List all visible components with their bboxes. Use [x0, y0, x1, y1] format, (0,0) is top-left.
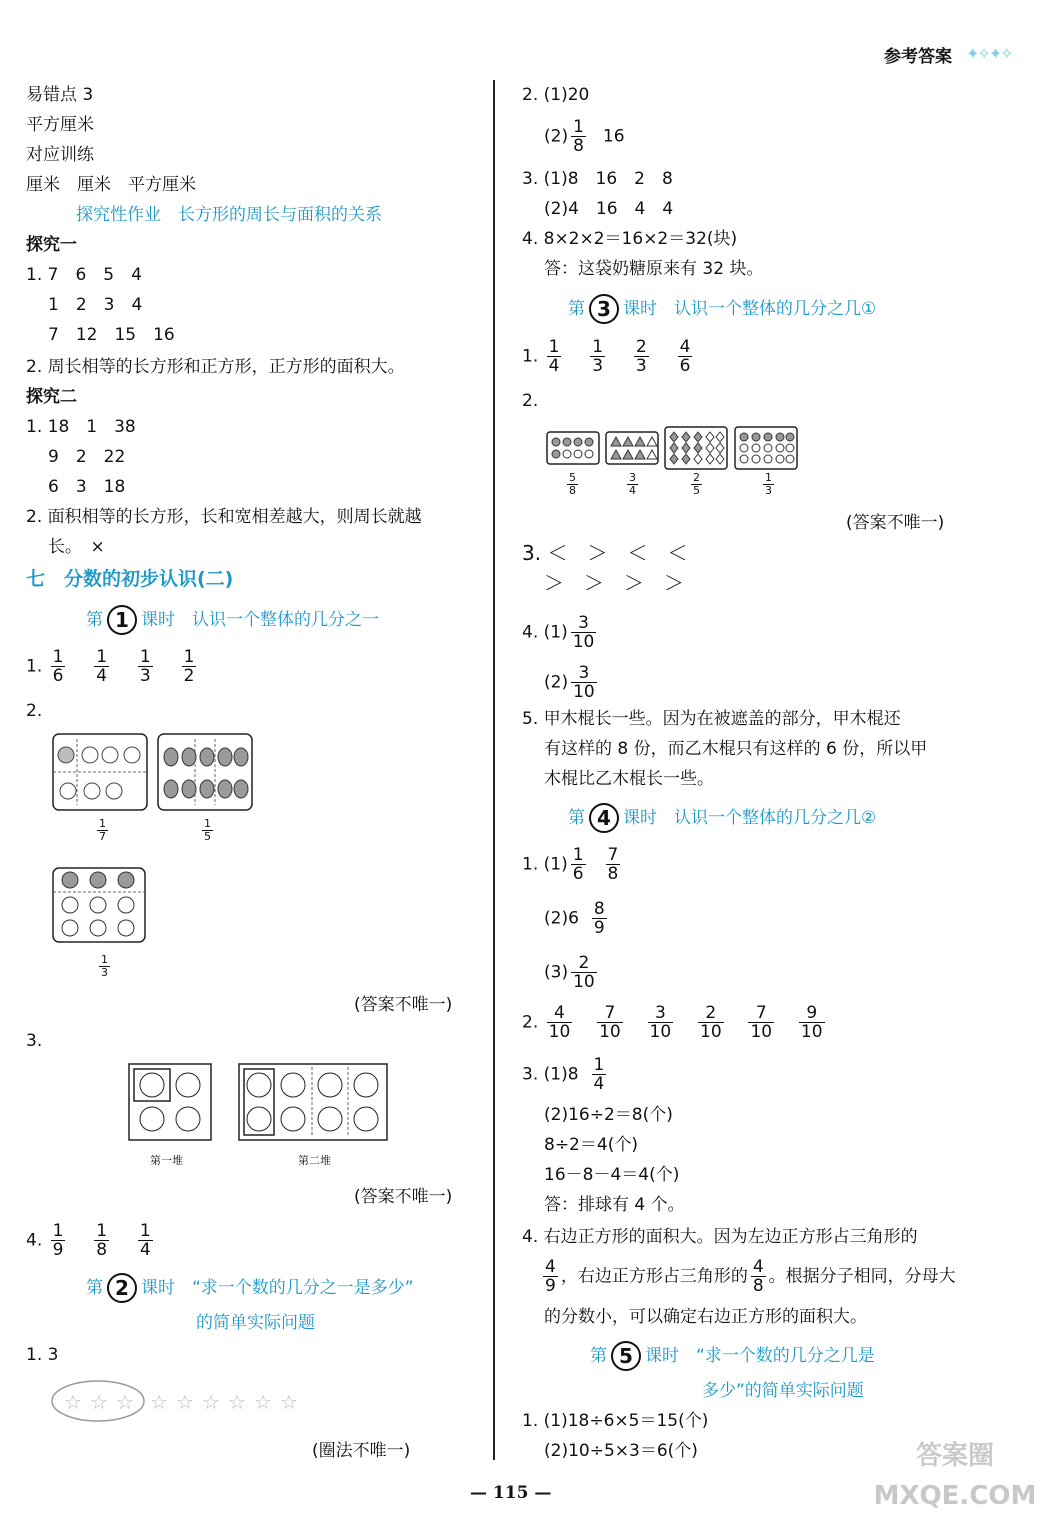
text-line: 2. 周长相等的长方形和正方形，正方形的面积大。 [26, 357, 405, 377]
fraction [648, 1004, 674, 1041]
numerator: 7 [597, 1004, 623, 1023]
numerator: 1 [99, 817, 106, 830]
text-line: 易错点 3 [26, 85, 94, 105]
numerator: 1 [204, 817, 211, 830]
denominator: 10 [599, 1022, 621, 1042]
figure-caption-fraction [202, 818, 213, 843]
numerator: 4 [545, 1257, 556, 1277]
numerator: 2 [635, 337, 647, 357]
figure-caption-fraction [97, 818, 108, 843]
fruit-grid-figure-1 [52, 733, 148, 811]
numerator: 3 [571, 664, 597, 683]
denominator: 4 [548, 356, 560, 376]
text-line: 木棍比乙木棍长一些。 [544, 769, 714, 789]
figure-caption-fraction [763, 472, 774, 497]
question-label: 2. [26, 701, 43, 721]
text-line: 长。 × [48, 537, 105, 557]
fraction [592, 900, 607, 937]
watermark: 答案圈 MXQE.COM [873, 1441, 1037, 1511]
text-line: 1. 18 1 38 [26, 417, 136, 437]
fraction [571, 614, 597, 651]
text-line: 的分数小，可以确定右边正方形的面积大。 [544, 1307, 867, 1327]
question-line [540, 1258, 956, 1295]
triangle-grid-figure [605, 431, 659, 465]
lesson-pre: 第 [568, 808, 585, 828]
text-line: 有这样的 8 份，而乙木棍只有这样的 6 份，所以甲 [544, 739, 928, 759]
header-decoration-icon: ✦✧✦✧ [966, 44, 1012, 63]
denominator: 4 [96, 666, 108, 686]
ring-grid-figure [734, 426, 798, 470]
figure-caption: 第二堆 [298, 1154, 331, 1167]
lesson-number-badge: 5 [611, 1341, 641, 1371]
star-circle-figure [50, 1378, 320, 1424]
numerator: 4 [752, 1257, 764, 1277]
denominator: 10 [649, 1022, 672, 1042]
apple-group-2-figure [238, 1063, 388, 1141]
text-line: 6 3 18 [48, 477, 126, 497]
numerator: 2 [571, 954, 597, 973]
numerator: 1 [52, 1221, 64, 1241]
svg-text:☆: ☆ [176, 1390, 194, 1414]
numerator: 1 [765, 471, 772, 484]
subheading: 探究二 [26, 387, 77, 407]
numerator: 3 [648, 1004, 674, 1023]
question-line [544, 900, 610, 937]
denominator: 6 [572, 864, 584, 884]
numerator: 1 [96, 1221, 108, 1241]
fraction [543, 1258, 558, 1295]
question-label: 2. [522, 1012, 539, 1033]
fraction [547, 1004, 573, 1041]
lesson-post: 课时 “求一个数的几分之一是多少” [141, 1278, 414, 1298]
column-divider [493, 80, 495, 1460]
text-line: ＞ ＞ ＞ ＞ [544, 571, 684, 595]
text-line: (2)10÷5×3＝6(个) [544, 1441, 698, 1461]
basketball-grid-figure [52, 867, 146, 943]
svg-text:☆: ☆ [280, 1390, 298, 1414]
fraction [634, 338, 649, 375]
denominator: 10 [548, 1022, 571, 1042]
numerator: 1 [183, 647, 195, 667]
denominator: 8 [573, 136, 584, 156]
fraction [571, 118, 586, 155]
numerator: 7 [607, 845, 619, 865]
fraction [94, 648, 109, 685]
text-line: 1. 3 [26, 1345, 59, 1365]
text-line: 7 12 15 16 [48, 325, 175, 345]
numerator: 4 [547, 1004, 573, 1023]
text-line: 4. 右边正方形的面积大。因为左边正方形占三角形的 [522, 1227, 918, 1247]
value: 16 [602, 126, 625, 147]
denominator: 9 [52, 1240, 64, 1260]
text-line: 5. 甲木棍长一些。因为在被遮盖的部分，甲木棍还 [522, 709, 901, 729]
numerator: 2 [698, 1004, 724, 1023]
question-label: 3. [26, 1031, 43, 1051]
denominator: 9 [593, 918, 605, 938]
fraction [748, 1004, 774, 1041]
denominator: 8 [96, 1240, 108, 1260]
page-number: — 115 — [470, 1483, 552, 1503]
chapter-title: 七 分数的初步认识(二) [26, 568, 234, 590]
note: (答案不唯一) [846, 513, 945, 533]
apple-group-1-figure [128, 1063, 212, 1141]
denominator: 8 [752, 1276, 764, 1296]
text-line: 答：这袋奶糖原来有 32 块。 [544, 259, 764, 279]
denominator: 10 [800, 1022, 823, 1042]
question-line [522, 614, 599, 651]
denominator: 2 [183, 666, 195, 686]
svg-text:☆: ☆ [150, 1390, 168, 1414]
denominator: 10 [700, 1022, 722, 1042]
svg-text:☆: ☆ [90, 1390, 108, 1414]
fraction [138, 648, 153, 685]
lesson-post: 课时 认识一个整体的几分之几① [623, 299, 877, 319]
denominator: 3 [765, 484, 772, 497]
fraction [571, 846, 586, 883]
lesson-post: 课时 认识一个整体的几分之一 [141, 610, 379, 630]
question-line [522, 846, 623, 883]
prefix: (3) [544, 962, 569, 983]
question-4 [26, 1222, 156, 1259]
denominator: 10 [573, 682, 595, 702]
fraction [590, 338, 605, 375]
fraction [698, 1004, 724, 1041]
fraction [138, 1222, 153, 1259]
fraction [571, 954, 597, 991]
fraction [51, 1222, 66, 1259]
text-line: 对应训练 [26, 145, 94, 165]
numerator: 9 [799, 1004, 825, 1023]
lesson-2-title [86, 1273, 414, 1303]
text-segment: 。根据分子相同，分母大 [768, 1266, 956, 1287]
prefix: (2)6 [544, 908, 579, 929]
text-line: 9 2 22 [48, 447, 126, 467]
text-line: 厘米 厘米 平方厘米 [26, 175, 196, 195]
prefix: 3. (1)8 [522, 1064, 579, 1085]
lesson-number-badge: 2 [107, 1273, 137, 1303]
numerator: 8 [593, 899, 605, 919]
lesson-pre: 第 [590, 1346, 607, 1366]
numerator: 1 [548, 337, 560, 357]
lesson-3-title [568, 294, 876, 324]
fraction [678, 338, 693, 375]
fraction [51, 648, 66, 685]
text-segment: ，右边正方形占三角形的 [560, 1266, 748, 1287]
subheading: 探究一 [26, 235, 77, 255]
lesson-1-title [86, 605, 379, 635]
lesson-post: 课时 认识一个整体的几分之几② [623, 808, 877, 828]
numerator: 1 [573, 117, 584, 137]
section-title: 探究性作业 长方形的周长与面积的关系 [76, 205, 382, 225]
prefix: 1. (1) [522, 854, 568, 875]
denominator: 10 [572, 632, 595, 652]
lesson-post: 课时 “求一个数的几分之几是 [645, 1346, 875, 1366]
numerator: 7 [748, 1004, 774, 1023]
numerator: 1 [52, 647, 64, 667]
question-label: 2. [522, 391, 539, 411]
note: (答案不唯一) [354, 995, 453, 1015]
question-line [544, 954, 600, 991]
numerator: 4 [679, 337, 691, 357]
prefix: (2) [544, 126, 569, 147]
fraction [94, 1222, 109, 1259]
lesson-2-subtitle: 的简单实际问题 [196, 1313, 315, 1333]
text-line: 8÷2＝4(个) [544, 1135, 638, 1155]
lesson-pre: 第 [568, 299, 585, 319]
figure-caption-fraction [627, 472, 638, 497]
lesson-number-badge: 1 [107, 605, 137, 635]
question-label: 4. [26, 1230, 43, 1251]
prefix: (2) [544, 672, 569, 693]
text-line: (2)4 16 4 4 [544, 199, 674, 219]
denominator: 9 [545, 1276, 556, 1296]
question-label: 1. [26, 656, 43, 677]
svg-text:☆: ☆ [254, 1390, 272, 1414]
question-line [522, 1056, 609, 1093]
circle-grid-figure [546, 431, 600, 465]
fraction [571, 664, 597, 701]
fraction [547, 338, 562, 375]
numerator: 1 [101, 953, 108, 966]
numerator: 1 [593, 1055, 605, 1075]
denominator: 6 [679, 356, 691, 376]
note: (圈法不唯一) [312, 1441, 411, 1461]
text-line: 1. 7 6 5 4 [26, 265, 142, 285]
denominator: 4 [593, 1074, 605, 1094]
lesson-number-badge: 4 [589, 803, 619, 833]
text-line: 答：排球有 4 个。 [544, 1195, 685, 1215]
numerator: 1 [139, 1221, 151, 1241]
text-line: 平方厘米 [26, 115, 94, 135]
text-line: 3. ＜ ＞ ＜ ＜ [522, 541, 688, 565]
denominator: 3 [592, 356, 604, 376]
denominator: 3 [139, 666, 151, 686]
denominator: 3 [635, 356, 647, 376]
question-label: 1. [522, 346, 539, 367]
question-line [544, 118, 625, 155]
numerator: 1 [572, 845, 584, 865]
denominator: 5 [693, 484, 700, 497]
denominator: 6 [52, 666, 64, 686]
text-line: 1. (1)18÷6×5＝15(个) [522, 1411, 709, 1431]
fraction [799, 1004, 825, 1041]
question-2 [522, 1004, 828, 1041]
numerator: 2 [693, 471, 700, 484]
text-line: 3. (1)8 16 2 8 [522, 169, 673, 189]
denominator: 10 [750, 1022, 773, 1042]
figure-caption-fraction [691, 472, 702, 497]
text-line: 16－8－4＝4(个) [544, 1165, 680, 1185]
fraction [592, 1056, 607, 1093]
svg-text:☆: ☆ [116, 1390, 134, 1414]
denominator: 8 [569, 484, 576, 497]
numerator: 3 [629, 471, 636, 484]
fraction [182, 648, 197, 685]
figure-caption-fraction [567, 472, 578, 497]
denominator: 4 [629, 484, 636, 497]
note: (答案不唯一) [354, 1187, 453, 1207]
text-line: 2. (1)20 [522, 85, 590, 105]
header-title: 参考答案 [884, 47, 952, 67]
denominator: 4 [139, 1240, 151, 1260]
pineapple-grid-figure [157, 733, 253, 811]
fraction [606, 846, 621, 883]
numerator: 1 [96, 647, 108, 667]
denominator: 8 [607, 864, 619, 884]
fraction [597, 1004, 623, 1041]
lesson-5-title [590, 1341, 875, 1371]
denominator: 3 [101, 966, 108, 979]
text-line: (2)16÷2＝8(个) [544, 1105, 673, 1125]
denominator: 10 [573, 972, 595, 992]
question-1 [522, 338, 695, 375]
lesson-5-subtitle: 多少”的简单实际问题 [702, 1381, 864, 1401]
denominator: 5 [204, 830, 211, 843]
numerator: 3 [571, 614, 597, 633]
question-line [544, 664, 600, 701]
numerator: 1 [592, 337, 604, 357]
fraction [751, 1258, 766, 1295]
text-line: 1 2 3 4 [48, 295, 143, 315]
prefix: 4. (1) [522, 622, 568, 643]
svg-text:☆: ☆ [64, 1390, 82, 1414]
lesson-pre: 第 [86, 610, 103, 630]
question-1 [26, 648, 199, 685]
lesson-pre: 第 [86, 1278, 103, 1298]
figure-caption-fraction [99, 954, 110, 979]
text-line: 4. 8×2×2＝16×2＝32(块) [522, 229, 738, 249]
svg-text:☆: ☆ [202, 1390, 220, 1414]
text-line: 2. 面积相等的长方形，长和宽相差越大，则周长就越 [26, 507, 422, 527]
numerator: 5 [569, 471, 576, 484]
numerator: 1 [139, 647, 151, 667]
figure-caption: 第一堆 [150, 1154, 183, 1167]
svg-text:☆: ☆ [228, 1390, 246, 1414]
denominator: 7 [99, 830, 106, 843]
diamond-grid-figure [664, 426, 728, 470]
lesson-4-title [568, 803, 876, 833]
lesson-number-badge: 3 [589, 294, 619, 324]
